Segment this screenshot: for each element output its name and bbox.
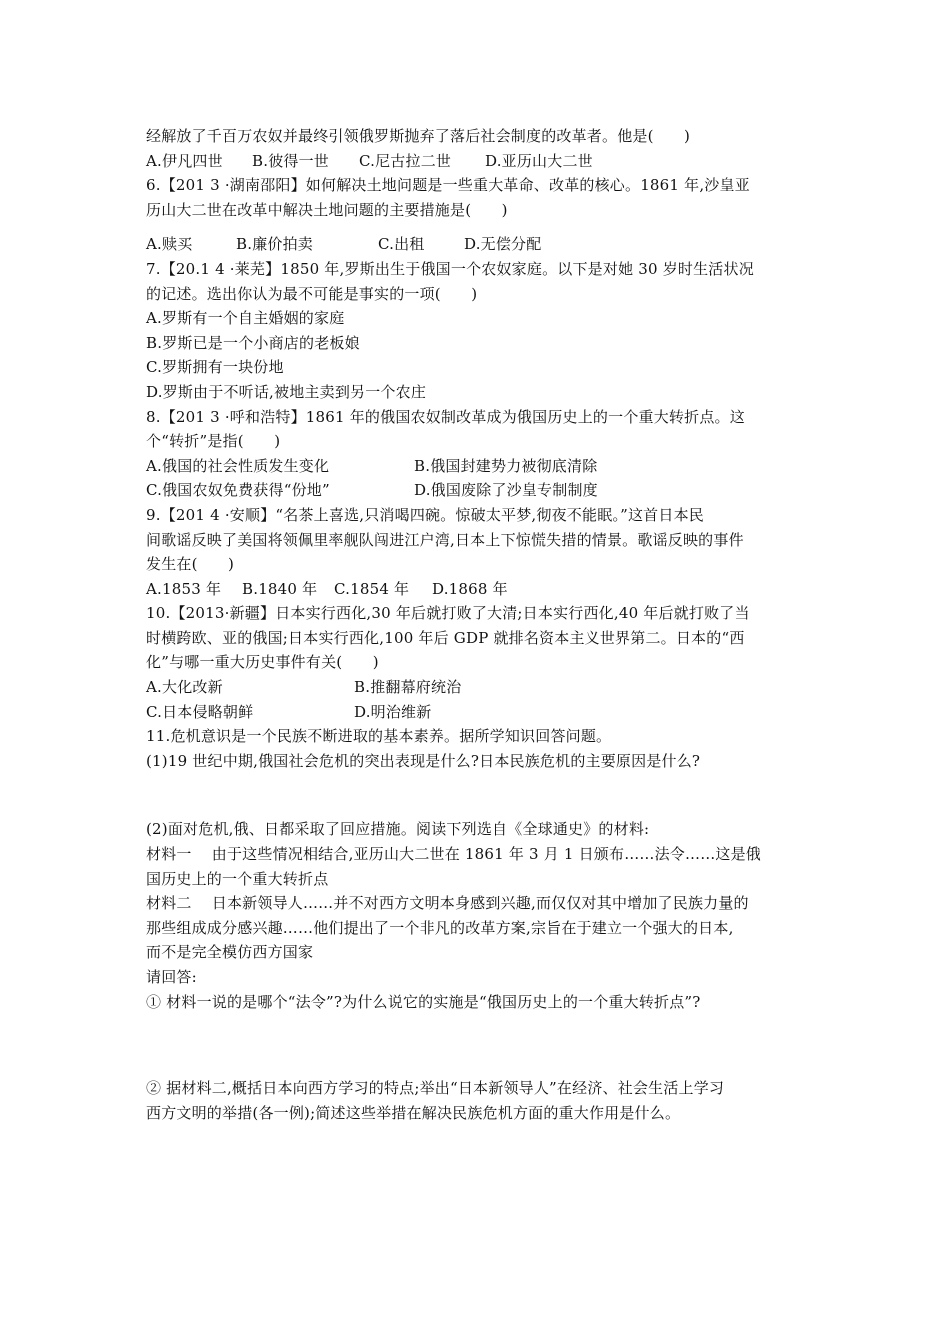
q6-stem-line1: 6.【201 3 ·湖南邵阳】如何解决土地问题是一些重大革命、改革的核心。1861 年,沙皇亚 — [146, 176, 750, 195]
q11-material2-line2: 那些组成成分感兴趣……他们提出了一个非凡的改革方案,宗旨在于建立一个强大的日本, — [146, 918, 734, 937]
q10-option-c: C.日本侵略朝鲜 — [146, 702, 254, 721]
answer-space-sub1 — [146, 1014, 816, 1076]
q10-stem-line1: 10.【2013·新疆】日本实行西化,30 年后就打败了大清;日本实行西化,40 年后就打败了当 — [146, 604, 750, 623]
q5-options — [146, 149, 816, 174]
q5-stem: 经解放了千百万农奴并最终引领俄罗斯抛弃了落后社会制度的改革者。他是( ) — [146, 127, 691, 145]
q9-option-a: A.1853 年 — [146, 579, 222, 598]
q11-sub1: ① 材料一说的是哪个“法令”?为什么说它的实施是“俄国历史上的一个重大转折点”? — [146, 992, 701, 1011]
q10-option-d: D.明治维新 — [354, 702, 432, 721]
q11-sub2-line2: 西方文明的举措(各一例);简述这些举措在解决民族危机方面的重大作用是什么。 — [146, 1103, 681, 1122]
q11-part2: (2)面对危机,俄、日都采取了回应措施。阅读下列选自《全球通史》的材料: — [146, 820, 650, 839]
q5-option-c: C.尼古拉二世 — [359, 151, 452, 170]
q11-material2-line1: 材料二 日本新领导人……并不对西方文明本身感到兴趣,而仅仅对其中增加了民族力量的 — [146, 894, 749, 913]
q7-stem-line2: 的记述。选出你认为最不可能是事实的一项( ) — [146, 284, 478, 303]
q10-options-row1 — [146, 675, 816, 700]
q11-ask: 请回答: — [146, 968, 197, 986]
q11-intro: 11.危机意识是一个民族不断进取的基本素养。据所学知识回答问题。 — [146, 727, 612, 746]
q6-option-d: D.无偿分配 — [464, 235, 542, 254]
q8-option-c: C.俄国农奴免费获得“份地” — [146, 481, 330, 500]
q7-option-a: A.罗斯有一个自主婚姻的家庭 — [146, 309, 345, 328]
q7-option-d: D.罗斯由于不听话,被地主卖到另一个农庄 — [146, 382, 427, 401]
q8-option-d: D.俄国废除了沙皇专制制度 — [414, 481, 598, 500]
q5-option-d: D.亚历山大二世 — [485, 151, 593, 170]
q5-option-b: B.彼得一世 — [252, 151, 329, 170]
q8-stem-line2: 个“转折”是指( ) — [146, 432, 281, 451]
q9-options — [146, 577, 816, 602]
answer-space-part1 — [146, 773, 816, 817]
q5-option-a: A.伊凡四世 — [146, 151, 223, 170]
q8-options-row2 — [146, 478, 816, 503]
q11-material1-line1: 材料一 由于这些情况相结合,亚历山大二世在 1861 年 3 月 1 日颁布……法令……这是俄 — [146, 845, 762, 864]
question-content — [146, 124, 816, 1125]
q7-stem-line1: 7.【20.1 4 ·莱芜】1850 年,罗斯出生于俄国一个农奴家庭。以下是对她 30 岁时生活状况 — [146, 259, 754, 278]
q7-option-c: C.罗斯拥有一块份地 — [146, 358, 284, 377]
q10-stem-line3: 化”与哪一重大历史事件有关( ) — [146, 653, 379, 672]
q8-option-a: A.俄国的社会性质发生变化 — [146, 456, 330, 475]
q8-stem-line1: 8.【201 3 ·呼和浩特】1861 年的俄国农奴制改革成为俄国历史上的一个重大转折点。这 — [146, 407, 745, 426]
q11-material1-line2: 国历史上的一个重大转折点 — [146, 869, 329, 888]
q6-stem-line2: 历山大二世在改革中解决土地问题的主要措施是( ) — [146, 200, 508, 219]
q6-options — [146, 232, 816, 257]
q6-option-b: B.廉价拍卖 — [236, 235, 313, 254]
q10-stem-line2: 时横跨欧、亚的俄国;日本实行西化,100 年后 GDP 就排名资本主义世界第二。日本的“西 — [146, 628, 745, 647]
q11-material2-line3: 而不是完全模仿西方国家 — [146, 943, 314, 962]
q10-option-b: B.推翻幕府统治 — [354, 678, 462, 697]
q10-options-row2 — [146, 700, 816, 725]
q6-option-a: A.赎买 — [146, 235, 193, 254]
q9-option-d: D.1868 年 — [432, 579, 508, 598]
q11-part1: (1)19 世纪中期,俄国社会危机的突出表现是什么?日本民族危机的主要原因是什么? — [146, 751, 701, 770]
q9-stem-line2: 间歌谣反映了美国将领佩里率舰队闯进江户湾,日本上下惊慌失措的情景。歌谣反映的事件 — [146, 530, 744, 549]
q9-option-b: B.1840 年 — [242, 579, 318, 598]
q11-sub2-line1: ② 据材料二,概括日本向西方学习的特点;举出“日本新领导人”在经济、社会生活上学习 — [146, 1079, 725, 1098]
q8-options-row1 — [146, 454, 816, 479]
q9-stem-line3: 发生在( ) — [146, 555, 235, 574]
q9-stem-line1: 9.【201 4 ·安顺】“名茶上喜选,只消喝四碗。惊破太平梦,彻夜不能眠。”这首日本民 — [146, 505, 704, 524]
q6-option-c: C.出租 — [378, 235, 425, 254]
q7-option-b: B.罗斯已是一个小商店的老板娘 — [146, 333, 360, 352]
q10-option-a: A.大化改新 — [146, 678, 223, 697]
q9-option-c: C.1854 年 — [334, 579, 410, 598]
q8-option-b: B.俄国封建势力被彻底清除 — [414, 456, 598, 475]
